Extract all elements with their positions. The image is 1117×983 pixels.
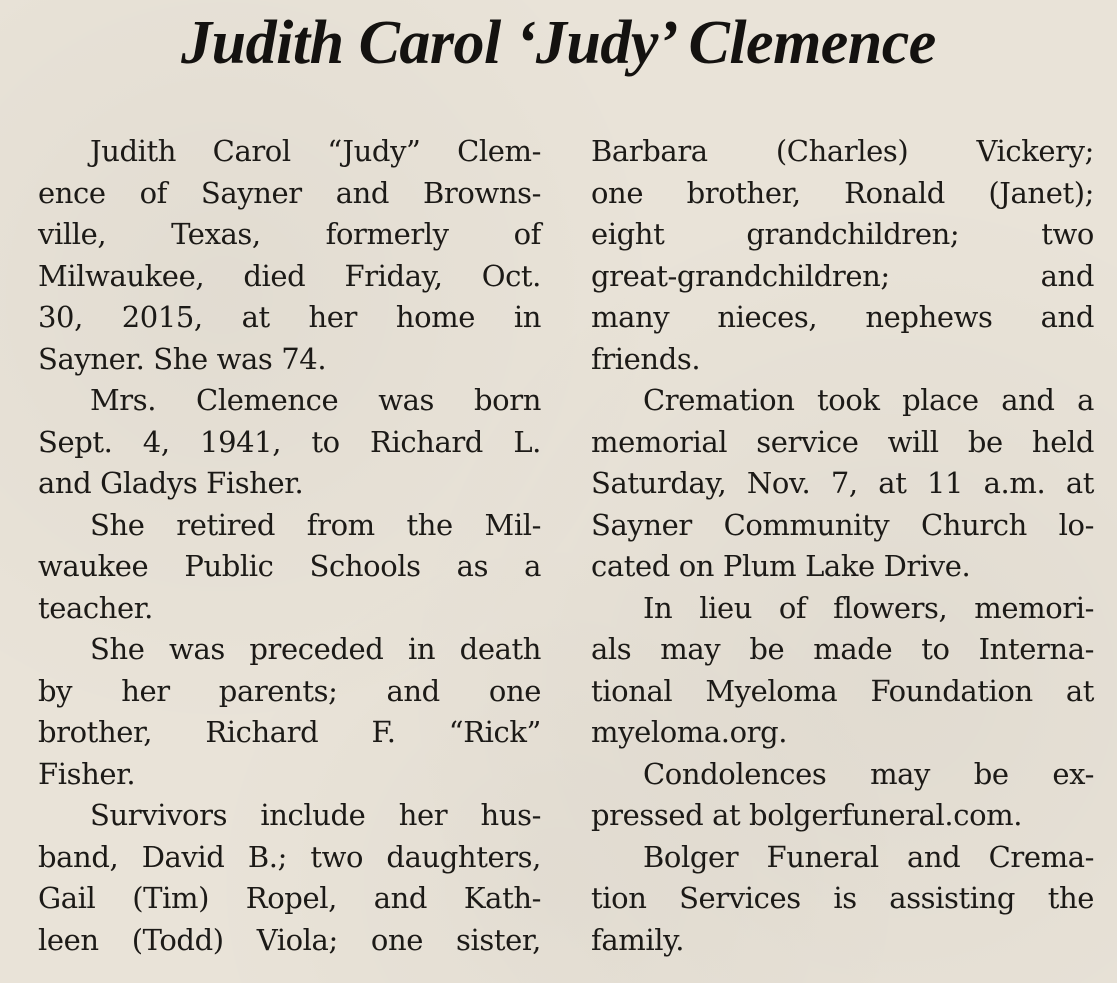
text-line: Gail (Tim) Ropel, and Kath- <box>38 881 541 915</box>
text-line: In lieu of flowers, memori- <box>643 590 1094 625</box>
text-line: Sayner. She was 74. <box>38 341 327 376</box>
text-line: eight grandchildren; two <box>591 217 1094 251</box>
text-line: one brother, Ronald (Janet); <box>591 175 1094 210</box>
text-line: leen (Todd) Viola; one sister, <box>38 922 541 957</box>
right-column <box>591 131 1094 961</box>
paragraph-survivors <box>38 795 541 961</box>
obituary-headline: Judith Carol ‘Judy’ Clemence <box>181 9 936 77</box>
paragraph-memorial-service <box>591 380 1094 588</box>
paragraph-preceded <box>38 629 541 795</box>
text-line: Barbara (Charles) Vickery; <box>591 134 1094 168</box>
paragraph-death-notice <box>38 131 541 380</box>
left-column <box>38 131 541 961</box>
text-line: tion Services is assisting the <box>591 881 1094 915</box>
text-line: friends. <box>591 341 701 376</box>
text-line: ville, Texas, formerly of <box>38 217 541 251</box>
text-line: als may be made to Interna- <box>591 632 1094 666</box>
text-line: cated on Plum Lake Drive. <box>591 549 971 583</box>
text-line: great-grandchildren; and <box>591 258 1094 293</box>
paragraph-funeral-home <box>591 837 1094 962</box>
text-line: brother, Richard F. “Rick” <box>38 715 541 749</box>
text-line: family. <box>591 922 685 957</box>
text-line: band, David B.; two daughters, <box>38 839 541 874</box>
paragraph-career <box>38 505 541 630</box>
text-line: Cremation took place and a <box>643 383 1094 417</box>
text-line: myeloma.org. <box>591 715 788 749</box>
paragraph-memorials <box>591 588 1094 754</box>
text-line: Condolences may be ex- <box>643 756 1094 791</box>
text-line: Sept. 4, 1941, to Richard L. <box>38 424 541 459</box>
text-line: pressed at bolgerfuneral.com. <box>591 798 1023 832</box>
text-line: Fisher. <box>38 756 136 791</box>
text-line: Saturday, Nov. 7, at 11 a.m. at <box>591 466 1094 500</box>
text-line: She was preceded in death <box>90 632 541 666</box>
text-line: and Gladys Fisher. <box>38 466 304 500</box>
paragraph-survivors-continued <box>591 131 1094 380</box>
paragraph-condolences <box>591 754 1094 837</box>
text-line: Survivors include her hus- <box>90 798 541 832</box>
paragraph-birth <box>38 380 541 505</box>
text-line: ence of Sayner and Browns- <box>38 175 541 210</box>
text-line: tional Myeloma Foundation at <box>591 673 1094 708</box>
text-line: Milwaukee, died Friday, Oct. <box>38 258 541 293</box>
text-line: teacher. <box>38 590 153 625</box>
text-line: Mrs. Clemence was born <box>90 383 541 417</box>
text-line: Bolger Funeral and Crema- <box>643 839 1094 874</box>
text-line: Judith Carol “Judy” Clem- <box>90 134 541 168</box>
text-line: Sayner Community Church lo- <box>591 507 1094 542</box>
text-line: She retired from the Mil- <box>90 507 541 542</box>
text-line: many nieces, nephews and <box>591 300 1094 334</box>
text-line: by her parents; and one <box>38 673 541 708</box>
text-line: 30, 2015, at her home in <box>38 300 541 334</box>
text-line: memorial service will be held <box>591 424 1094 459</box>
text-line: waukee Public Schools as a <box>38 549 541 583</box>
